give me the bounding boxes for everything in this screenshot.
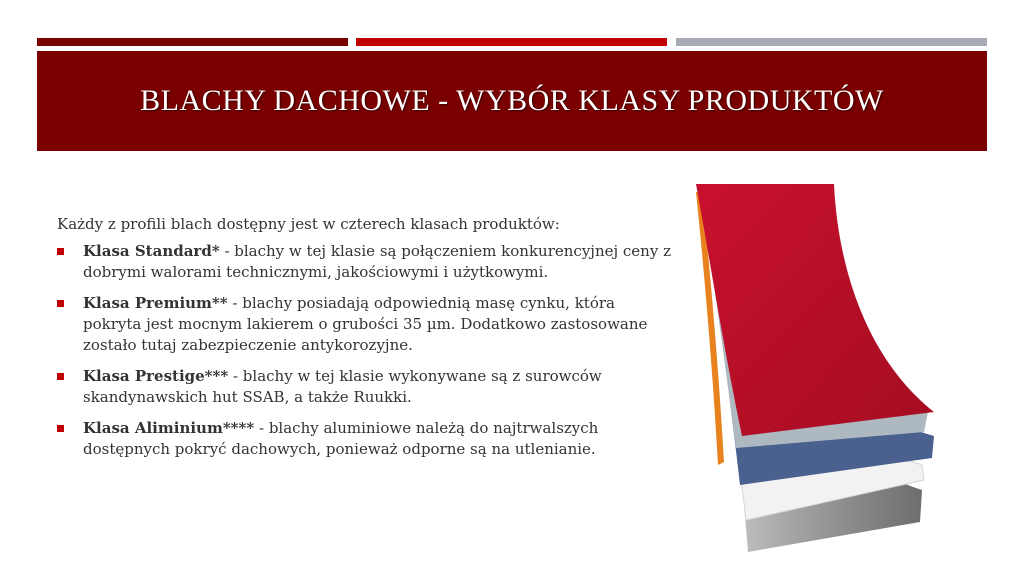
class-description: - blachy w tej klasie są połączeniem konkurencyjnej ceny z dobrymi walorami technicznymi, jakościowymi i użytkowymi. bbox=[83, 242, 671, 281]
class-description: - blachy aluminiowe należą do najtrwalszych dostępnych pokryć dachowych, ponieważ odporne są na utlenianie. bbox=[83, 419, 599, 458]
slide-content bbox=[57, 214, 672, 470]
intro-text: Każdy z profili blach dostępny jest w czterech klasach produktów: bbox=[57, 215, 560, 233]
top-bar-gray bbox=[676, 38, 987, 46]
list-item-aliminium bbox=[57, 418, 672, 460]
title-banner bbox=[37, 51, 987, 151]
square-bullet-icon bbox=[57, 248, 64, 255]
list-item-standard bbox=[57, 241, 672, 283]
class-name: Klasa Aliminium**** bbox=[83, 419, 255, 437]
list-item-premium bbox=[57, 293, 672, 356]
top-bar-dark-red bbox=[37, 38, 348, 46]
product-class-list bbox=[57, 241, 672, 460]
class-description: - blachy posiadają odpowiednią masę cynku, która pokryta jest mocnym lakierem o grubości 35 µm. Dodatkowo zastosowane zostało tutaj zabezpieczenie antykorozyjne. bbox=[83, 294, 648, 354]
square-bullet-icon bbox=[57, 373, 64, 380]
class-name: Klasa Prestige*** bbox=[83, 367, 229, 385]
roof-sheet-layers-image bbox=[688, 180, 938, 560]
top-bar-red bbox=[356, 38, 667, 46]
slide-title: BLACHY DACHOWE - WYBÓR KLASY PRODUKTÓW bbox=[140, 84, 884, 117]
class-name: Klasa Standard* bbox=[83, 242, 220, 260]
class-name: Klasa Premium** bbox=[83, 294, 228, 312]
class-description: - blachy w tej klasie wykonywane są z surowców skandynawskich hut SSAB, a także Ruukki. bbox=[83, 367, 602, 406]
square-bullet-icon bbox=[57, 425, 64, 432]
square-bullet-icon bbox=[57, 300, 64, 307]
list-item-prestige bbox=[57, 366, 672, 408]
